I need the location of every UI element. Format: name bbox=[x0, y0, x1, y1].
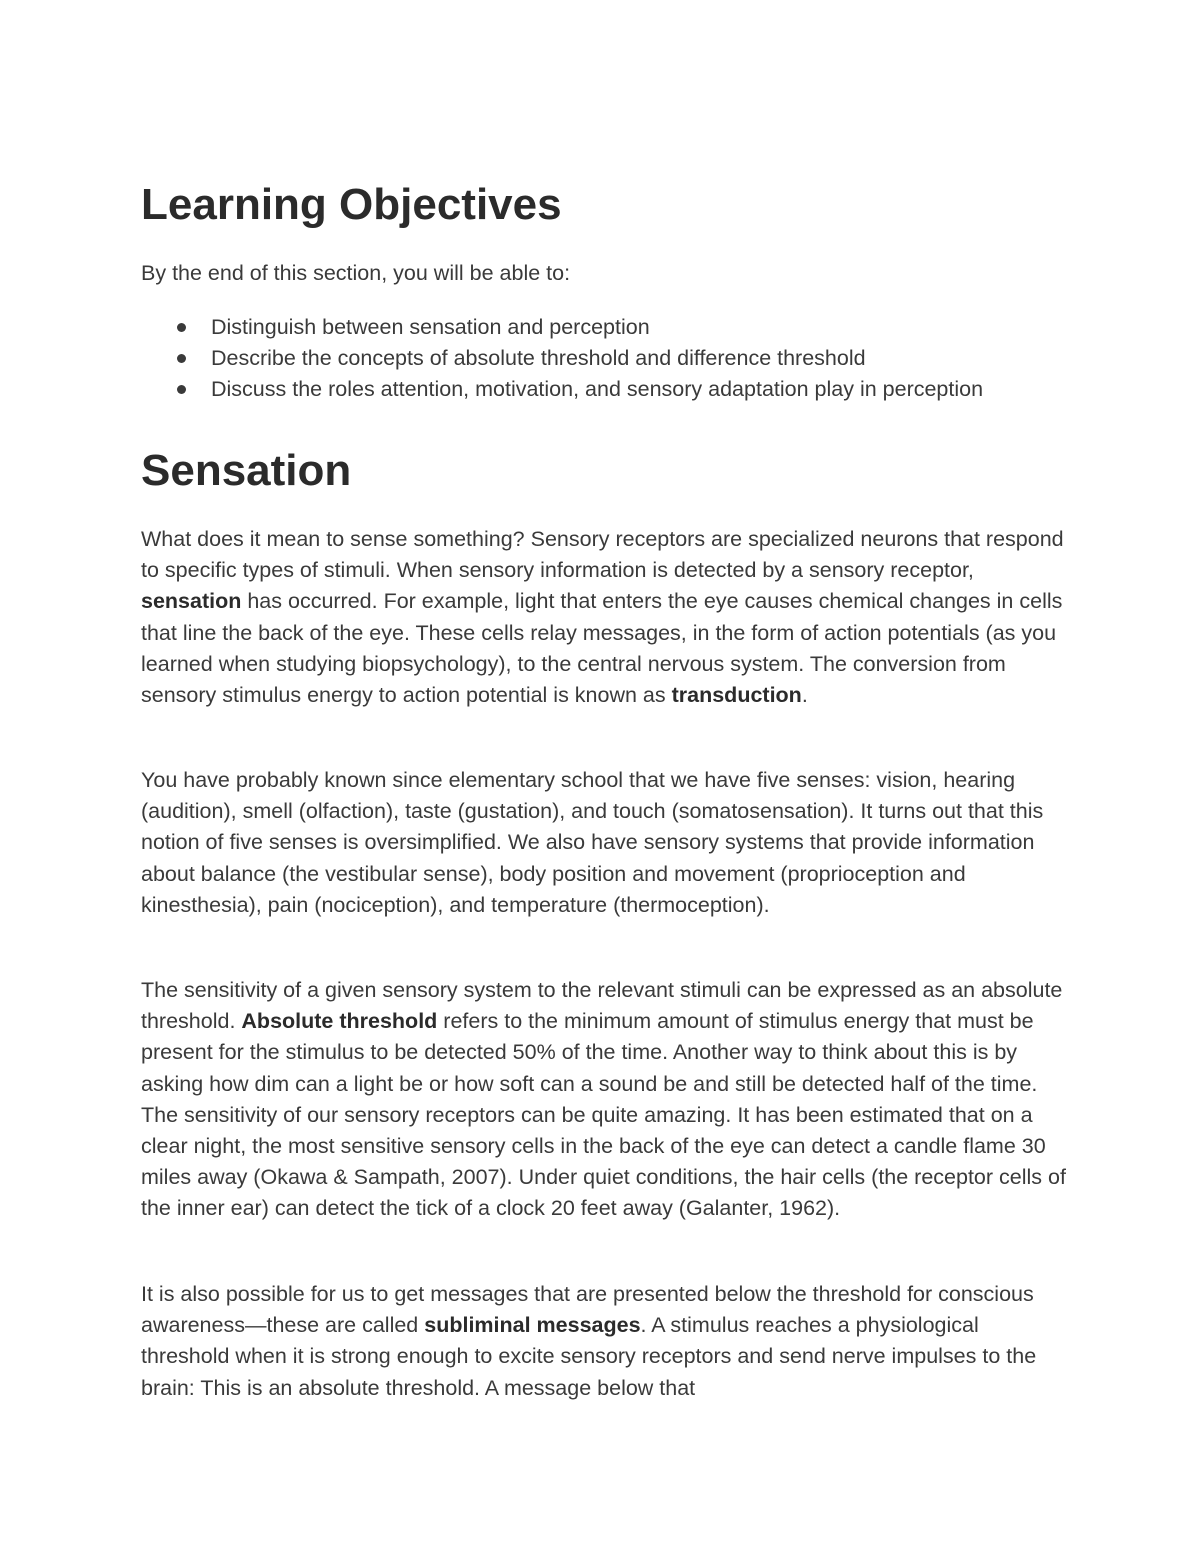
paragraph-text: . bbox=[801, 683, 808, 708]
key-term-subliminal-messages: subliminal messages bbox=[424, 1313, 641, 1338]
objective-text: Describe the concepts of absolute threshold and difference threshold bbox=[211, 346, 866, 371]
paragraph-subliminal bbox=[141, 1279, 1071, 1404]
bullet-icon bbox=[177, 323, 186, 332]
paragraph-text: It is also possible for us to get messages that are presented below the threshold for conscious awareness—these are called bbox=[141, 1282, 1034, 1338]
objective-text: Distinguish between sensation and perception bbox=[211, 315, 650, 339]
objective-text: Discuss the roles attention, motivation, and sensory adaptation play in perception bbox=[211, 377, 984, 402]
paragraph-text: refers to the minimum amount of stimulus energy that must be present for the stimulus to be detected 50% of the time. Another way to think about this is by asking how dim can a light be or how soft can a sound be and still be detected half of the time. The sensitivity of our sensory receptors can be quite amazing. It has been estimated that on a clear night, the most sensitive sensory cells in the back of the eye can detect a candle flame 30 miles away (Okawa & Sampath, 2007). Under quiet conditions, the hair cells (the receptor cells of the inner ear) can detect the tick of a clock 20 feet away (Galanter, 1962). bbox=[141, 1009, 1066, 1221]
paragraph-five-senses: You have probably known since elementary school that we have five senses: vision, hearing (audition), smell (olfaction), taste (gustation), and touch (somatosensation). It turns out that this notion of five senses is oversimplified. We also have sensory systems that provide information about balance (the vestibular sense), body position and movement (proprioception and kinesthesia), pain (nociception), and temperature (thermoception). bbox=[141, 768, 1044, 917]
paragraph-absolute-threshold bbox=[141, 975, 1071, 1225]
list-item bbox=[177, 312, 1077, 343]
paragraph-text: has occurred. For example, light that enters the eye causes chemical changes in cells that line the back of the eye. These cells relay messages, in the form of action potentials (as you learned when studying biopsychology), to the central nervous system. The conversion from sensory stimulus energy to action potential is known as bbox=[141, 589, 1063, 708]
bullet-icon bbox=[177, 354, 186, 363]
bullet-icon bbox=[177, 385, 186, 394]
paragraph-text: The sensitivity of a given sensory system to the relevant stimuli can be expressed as an absolute threshold. bbox=[141, 978, 1063, 1034]
list-item bbox=[177, 343, 1077, 374]
key-term-transduction: transduction bbox=[671, 683, 802, 708]
paragraph-sensation-definition bbox=[141, 524, 1071, 711]
heading-sensation: Sensation bbox=[141, 446, 352, 495]
objectives-list bbox=[177, 312, 1077, 406]
paragraph-text: What does it mean to sense something? Sensory receptors are specialized neurons that respond to specific types of stimuli. When sensory information is detected by a sensory receptor, bbox=[141, 527, 1064, 583]
paragraph-text: . A stimulus reaches a physiological threshold when it is strong enough to excite sensory receptors and send nerve impulses to the brain: This is an absolute threshold. A message below that bbox=[141, 1313, 1037, 1400]
intro-text: By the end of this section, you will be able to: bbox=[141, 261, 571, 285]
key-term-sensation: sensation bbox=[141, 589, 242, 614]
heading-learning-objectives: Learning Objectives bbox=[141, 180, 562, 229]
list-item bbox=[177, 374, 1077, 405]
key-term-absolute-threshold: Absolute threshold bbox=[241, 1009, 438, 1034]
